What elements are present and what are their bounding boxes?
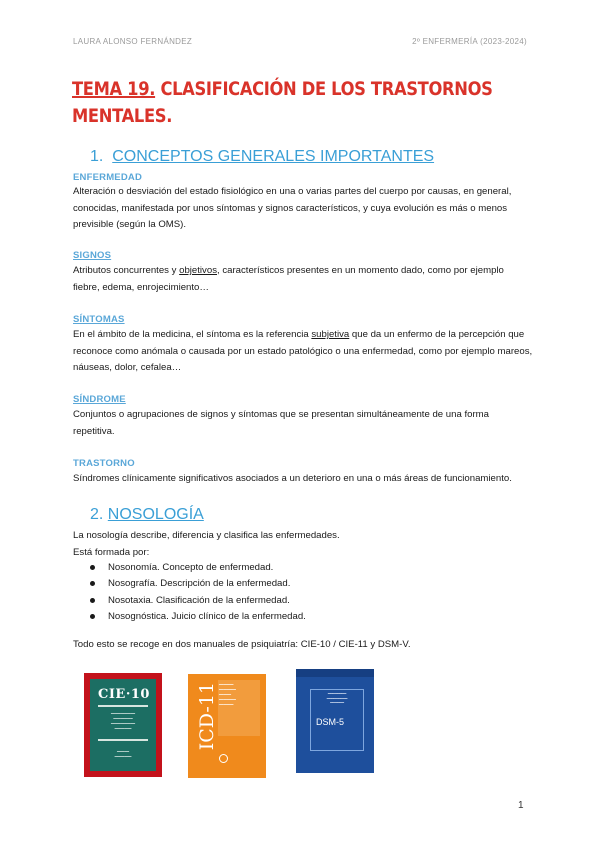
trastorno-text: Síndromes clínicamente significativos asociados a un deterioro en una o más áreas de funcionamiento. [73,473,512,484]
bullet-icon [90,565,95,570]
trastorno-title: TRASTORNO [73,458,135,469]
signos-text [73,263,533,296]
sindrome-title: SÍNDROME [73,394,126,405]
section-1-heading [90,148,434,166]
page-number: 1 [518,800,524,811]
list-item [90,560,306,576]
title-number: TEMA 19. [72,78,156,100]
bullet-icon [90,614,95,619]
list-item-text: Nosonomía. Concepto de enfermedad. [108,562,274,573]
bullet-icon [90,581,95,586]
header-author: LAURA ALONSO FERNÁNDEZ [73,37,193,46]
signos-underlined: objetivos [179,265,217,276]
section-2-number: 2. [90,506,104,523]
nosologia-intro-1: La nosología describe, diferencia y clasifica las enfermedades. [73,530,340,541]
bullet-icon [90,598,95,603]
section-2-label: NOSOLOGÍA [107,506,204,523]
list-item-text: Nosotaxia. Clasificación de la enfermedad. [108,594,290,606]
sintomas-title: SÍNTOMAS [73,314,125,325]
icd11-cover-image: ICD-11 ━━━━━━ ━━━━━━━ ━━━━━ ━━━━━━━ ━━━━━━ [188,674,266,778]
enfermedad-title: ENFERMEDAD [73,172,143,183]
list-item [90,593,306,609]
nosologia-list [90,560,306,625]
list-item-text: Nosognóstica. Juicio clínico de la enfermedad. [108,610,306,622]
cie10-cover-image: CIE·10 ━━━━━━━━━━ ━━━━━━━━ ━━━━━━━━━━ ━━━━━━━ ━━━━━ ━━━━━━━ [84,673,162,777]
page-title [72,76,493,130]
sintomas-text [73,327,533,377]
header-course: 2º ENFERMERÍA (2023-2024) [412,37,527,46]
title-text-1: CLASIFICACIÓN DE LOS TRASTORNOS [155,78,493,100]
nosologia-intro-2: Está formada por: [73,546,150,558]
cie10-logo: CIE·10 [98,687,150,702]
icd11-logo: ICD-11 [196,682,218,751]
title-text-2: MENTALES. [72,105,173,127]
section-1-label: CONCEPTOS GENERALES IMPORTANTES [112,148,435,165]
manuales-text: Todo esto se recoge en dos manuales de psiquiatría: CIE-10 / CIE-11 y DSM-V. [73,639,411,650]
list-item-text: Nosografía. Descripción de la enfermedad. [108,578,291,590]
dsm5-logo: DSM-5 [316,717,345,727]
nosologia-intro [73,528,533,561]
enfermedad-text: Alteración o desviación del estado fisiológico en una o varias partes del cuerpo por causas, en general, conocidas, manifestada por unos síntomas y signos característicos, y cuya evolución es más o menos previsible (según la OMS). [73,186,512,230]
section-1-number: 1. [90,148,104,165]
list-item [90,576,306,592]
signos-pre: Atributos concurrentes y [73,265,180,276]
sintomas-pre: En el ámbito de la medicina, el síntoma es la referencia [73,329,312,340]
sintomas-underlined: subjetiva [311,329,350,340]
signos-post: , característicos presentes en un momento dado, como por ejemplo fiebre, edema, enrojecimiento… [73,265,504,293]
dsm5-cover-image: ━━━━━━━━ ━━━━━━━━━ ━━━━━━ DSM-5 [296,669,374,773]
signos-title: SIGNOS [73,250,112,261]
sintomas-post: que da un enfermo de la percepción que reconoce como anómala o causada por un estado patológico o una enfermedad, como por ejemplo mareos, náuseas, dolor, cefalea… [73,329,533,373]
who-logo-icon [219,754,228,763]
list-item [90,609,306,625]
sindrome-text: Conjuntos o agrupaciones de signos y síntomas que se presentan simultáneamente de una forma repetitiva. [73,409,489,437]
section-2-heading [90,506,204,524]
